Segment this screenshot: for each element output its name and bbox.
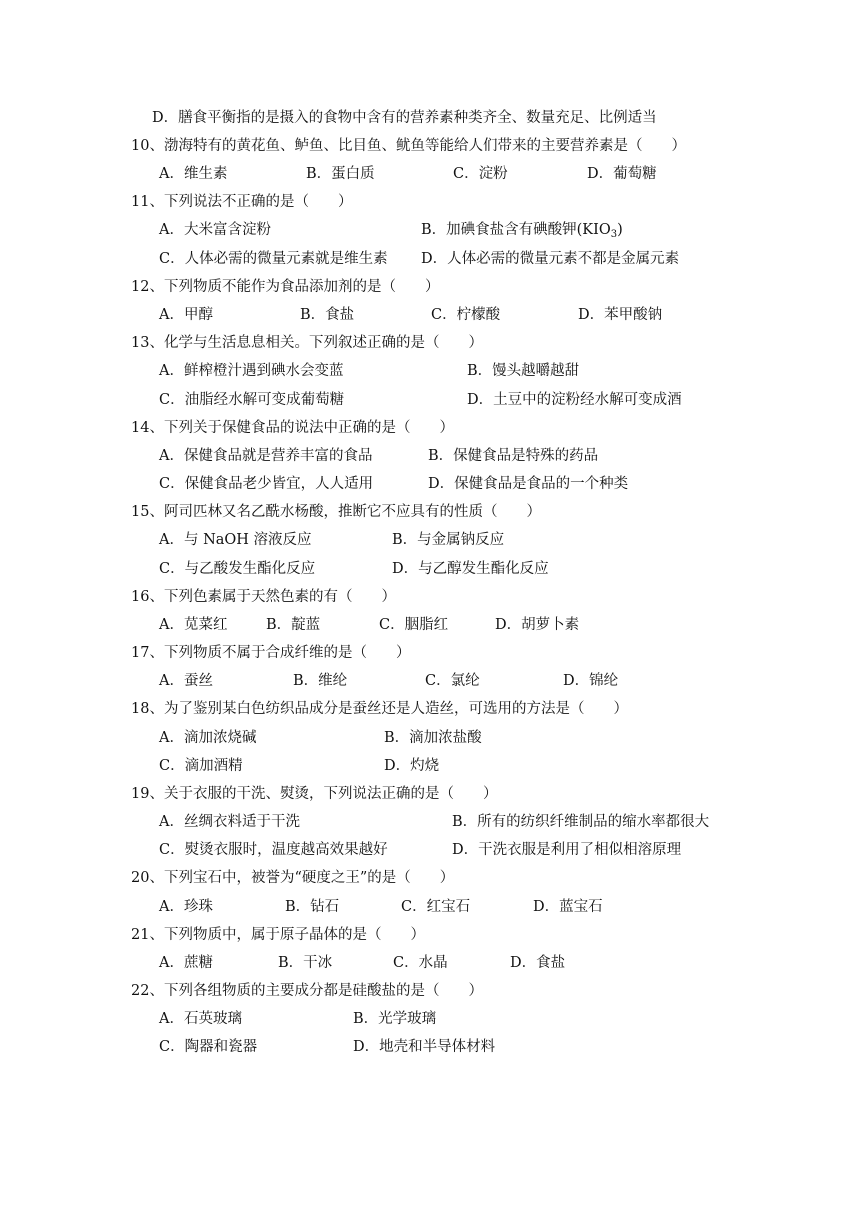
option-c: C．红宝石 xyxy=(401,899,471,915)
option-a: A．甲醇 xyxy=(159,307,213,323)
option-a: A．丝绸衣料适于干洗 xyxy=(159,814,300,830)
option-b: B．滴加浓盐酸 xyxy=(384,730,482,746)
option-d: D．保健食品是食品的一个种类 xyxy=(428,476,629,492)
option-b: B．所有的纺织纤维制品的缩水率都很大 xyxy=(452,814,710,830)
option-a: A．鲜榨橙汁遇到碘水会变蓝 xyxy=(159,363,344,379)
option-a: A．大米富含淀粉 xyxy=(159,222,271,238)
option-b: B．保健食品是特殊的药品 xyxy=(428,448,599,464)
option-b: B．与金属钠反应 xyxy=(392,532,505,548)
option-c: C．保健食品老少皆宜，人人适用 xyxy=(159,476,374,492)
option-a: A．苋菜红 xyxy=(159,617,228,633)
option-d: D．胡萝卜素 xyxy=(495,617,580,633)
option-d: D．干洗衣服是利用了相似相溶原理 xyxy=(452,842,682,858)
option-d: D．地壳和半导体材料 xyxy=(353,1039,496,1055)
option-a: A．蚕丝 xyxy=(159,673,213,689)
option-a: A．滴加浓烧碱 xyxy=(159,730,257,746)
question-14-stem: 14、下列关于保健食品的说法中正确的是（ ） xyxy=(131,420,454,436)
option-c: C．与乙酸发生酯化反应 xyxy=(159,561,316,577)
option-a: A．保健食品就是营养丰富的食品 xyxy=(159,448,373,464)
option-c: C．陶器和瓷器 xyxy=(159,1039,258,1055)
option-c: C．滴加酒精 xyxy=(159,758,243,774)
question-16-stem: 16、下列色素属于天然色素的有（ ） xyxy=(131,589,396,605)
option-b: B．靛蓝 xyxy=(266,617,321,633)
option-b: B．食盐 xyxy=(300,307,355,323)
option-c: C．淀粉 xyxy=(453,166,508,182)
question-15-stem: 15、阿司匹林又名乙酰水杨酸，推断它不应具有的性质（ ） xyxy=(131,504,541,520)
option-b: B．加碘食盐含有碘酸钾$(KIO_3)$ xyxy=(421,222,623,240)
option-d: D．灼烧 xyxy=(384,758,440,774)
option-b: B．蛋白质 xyxy=(306,166,375,182)
question-12-stem: 12、下列物质不能作为食品添加剂的是（ ） xyxy=(131,279,440,295)
question-19-stem: 19、关于衣服的干洗、熨烫，下列说法正确的是（ ） xyxy=(131,786,498,802)
option-c: C．油脂经水解可变成葡萄糖 xyxy=(159,392,345,408)
question-10-stem: 10、渤海特有的黄花鱼、鲈鱼、比目鱼、鱿鱼等能给人们带来的主要营养素是（ ） xyxy=(131,138,686,154)
question-18-stem: 18、为了鉴别某白色纺织品成分是蚕丝还是人造丝，可选用的方法是（ ） xyxy=(131,701,628,717)
option-c: C．人体必需的微量元素就是维生素 xyxy=(159,251,388,267)
question-17-stem: 17、下列物质不属于合成纤维的是（ ） xyxy=(131,645,411,661)
option-b: B．干冰 xyxy=(278,955,333,971)
question-21-stem: 21、下列物质中，属于原子晶体的是（ ） xyxy=(131,927,425,943)
question-13-stem: 13、化学与生活息息相关。下列叙述正确的是（ ） xyxy=(131,335,483,351)
option-d: D．食盐 xyxy=(510,955,566,971)
option-c: C．熨烫衣服时，温度越高效果越好 xyxy=(159,842,388,858)
option-a: A．与 NaOH 溶液反应 xyxy=(159,532,312,548)
option-d: D．苯甲酸钠 xyxy=(578,307,663,323)
option-c: C．胭脂红 xyxy=(379,617,449,633)
option-c: C．柠檬酸 xyxy=(431,307,501,323)
option-b: B．钻石 xyxy=(285,899,340,915)
option-a: A．蔗糖 xyxy=(159,955,213,971)
option-a: A．维生素 xyxy=(159,166,228,182)
option-d: D．人体必需的微量元素不都是金属元素 xyxy=(421,251,680,267)
option-c: C．氯纶 xyxy=(425,673,480,689)
subscript-3: 3 xyxy=(610,229,618,240)
question-20-stem: 20、下列宝石中，被誉为“硬度之王”的是（ ） xyxy=(131,870,455,886)
option-d: D．蓝宝石 xyxy=(533,899,603,915)
option-a: A．珍珠 xyxy=(159,899,213,915)
option-c: C．水晶 xyxy=(393,955,448,971)
option-d: D．葡萄糖 xyxy=(587,166,657,182)
option-b: B．光学玻璃 xyxy=(353,1011,437,1027)
option-d: D．土豆中的淀粉经水解可变成酒 xyxy=(467,392,682,408)
question-22-stem: 22、下列各组物质的主要成分都是硅酸盐的是（ ） xyxy=(131,983,483,999)
question-11-stem: 11、下列说法不正确的是（ ） xyxy=(131,194,353,210)
option-d: D．与乙醇发生酯化反应 xyxy=(392,561,549,577)
option-d: D．锦纶 xyxy=(563,673,619,689)
previous-question-option-d: D．膳食平衡指的是摄入的食物中含有的营养素种类齐全、数量充足、比例适当 xyxy=(152,110,657,126)
option-b: B．馒头越嚼越甜 xyxy=(467,363,580,379)
option-b: B．维纶 xyxy=(293,673,348,689)
option-a: A．石英玻璃 xyxy=(159,1011,242,1027)
